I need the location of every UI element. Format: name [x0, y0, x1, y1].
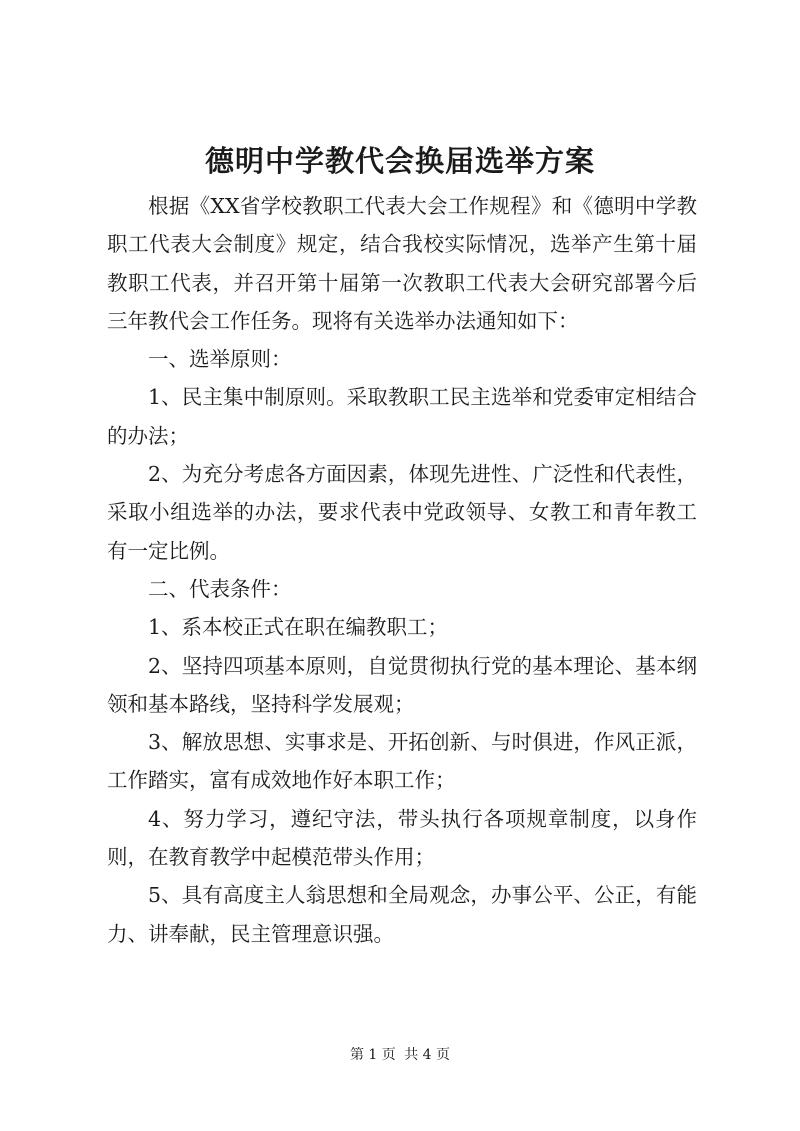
condition-item-2: 2、坚持四项基本原则，自觉贯彻执行党的基本理论、基本纲领和基本路线，坚持科学发展观；	[107, 653, 697, 716]
page-total: 共 4 页	[404, 1047, 451, 1063]
condition-item-1: 1、系本校正式在职在编教职工；	[148, 615, 449, 640]
principle-item-2: 2、为充分考虑各方面因素，体现先进性、广泛性和代表性，采取小组选举的办法，要求代表中党政领导、女教工和青年教工有一定比例。	[107, 462, 697, 563]
paragraph-intro: 根据《XX省学校教职工代表大会工作规程》和《德明中学教职工代表大会制度》规定，结合我校实际情况，选举产生第十届教职工代表，并召开第十届第一次教职工代表大会研究部署今后三年教代会工作任务。现将有关选举办法通知如下：	[107, 194, 697, 333]
document-title: 德明中学教代会换届选举方案	[204, 144, 595, 178]
principle-item-1: 1、民主集中制原则。采取教职工民主选举和党委审定相结合的办法；	[107, 385, 697, 448]
page-number: 第 1 页	[349, 1047, 396, 1063]
condition-item-5: 5、具有高度主人翁思想和全局观念，办事公平、公正，有能力、讲奉献，民主管理意识强。	[107, 883, 697, 946]
section-heading-conditions: 二、代表条件：	[148, 576, 292, 601]
page-footer	[0, 1045, 800, 1065]
condition-item-4: 4、努力学习，遵纪守法，带头执行各项规章制度，以身作则，在教育教学中起模范带头作用；	[107, 806, 697, 870]
document-body	[107, 187, 697, 953]
condition-item-3: 3、解放思想、实事求是、开拓创新、与时俱进，作风正派，工作踏实，富有成效地作好本职工作；	[107, 730, 697, 793]
section-heading-principles: 一、选举原则：	[148, 347, 292, 372]
